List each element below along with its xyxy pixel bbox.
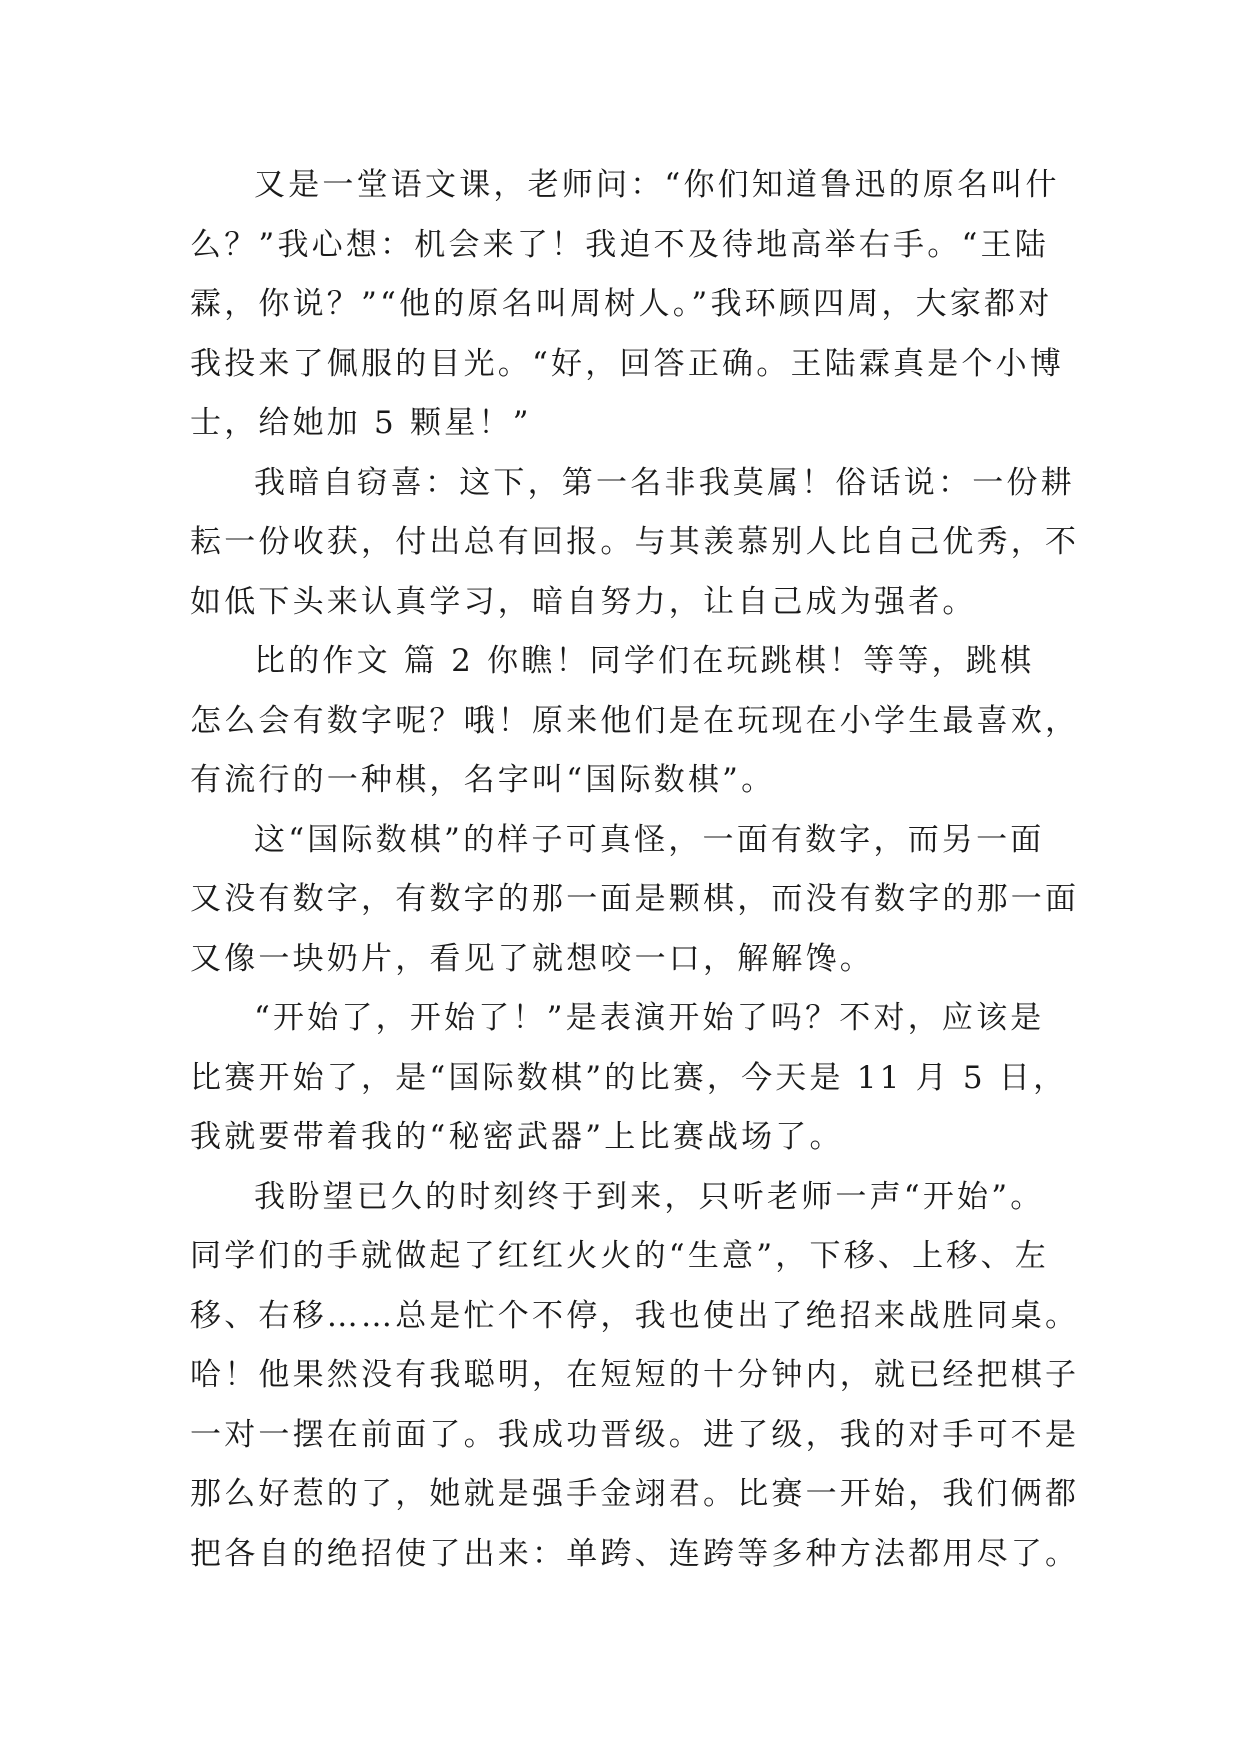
text-line: 士，给她加 5 颗星！” (190, 405, 532, 441)
text-line: 我就要带着我的“秘密武器”上比赛战场了。 (190, 1119, 844, 1155)
text-line: 我盼望已久的时刻终于到来，只听老师一声“开始”。 (254, 1179, 1045, 1215)
text-line: 一对一摆在前面了。我成功晋级。进了级，我的对手可不是 (190, 1417, 1080, 1453)
text-line: 么？”我心想：机会来了！我迫不及待地高举右手。“王陆 (190, 227, 1049, 263)
text-line: 移、右移……总是忙个不停，我也使出了绝招来战胜同桌。 (190, 1298, 1080, 1334)
text-line: 又是一堂语文课，老师问：“你们知道鲁迅的原名叫什 (254, 167, 1060, 203)
text-line: 又没有数字，有数字的那一面是颗棋，而没有数字的那一面 (190, 881, 1080, 917)
text-line: 同学们的手就做起了红红火火的“生意”，下移、上移、左 (190, 1238, 1049, 1274)
text-line: 比的作文 篇 2 你瞧！同学们在玩跳棋！等等，跳棋 (254, 643, 1035, 679)
text-line: 耘一份收获，付出总有回报。与其羡慕别人比自己优秀，不 (190, 524, 1080, 560)
text-line: 比赛开始了，是“国际数棋”的比赛，今天是 11 月 5 日， (190, 1060, 1068, 1096)
text-line: 这“国际数棋”的样子可真怪，一面有数字，而另一面 (254, 822, 1045, 858)
text-line: 哈！他果然没有我聪明，在短短的十分钟内，就已经把棋子 (190, 1357, 1080, 1393)
text-line: 那么好惹的了，她就是强手金翊君。比赛一开始，我们俩都 (190, 1476, 1080, 1512)
text-line: 如低下头来认真学习，暗自努力，让自己成为强者。 (190, 584, 977, 620)
text-line: 把各自的绝招使了出来：单跨、连跨等多种方法都用尽了。 (190, 1536, 1080, 1572)
text-line: 我暗自窃喜：这下，第一名非我莫属！俗话说：一份耕 (254, 465, 1075, 501)
text-line: “开始了，开始了！”是表演开始了吗？不对，应该是 (254, 1000, 1045, 1036)
text-line: 怎么会有数字呢？哦！原来他们是在玩现在小学生最喜欢， (190, 703, 1080, 739)
text-line: 我投来了佩服的目光。“好，回答正确。王陆霖真是个小博 (190, 346, 1065, 382)
text-line: 又像一块奶片，看见了就想咬一口，解解馋。 (190, 941, 874, 977)
text-line: 霖，你说？”“他的原名叫周树人。”我环顾四周，大家都对 (190, 286, 1053, 322)
text-line: 有流行的一种棋，名字叫“国际数棋”。 (190, 762, 776, 798)
